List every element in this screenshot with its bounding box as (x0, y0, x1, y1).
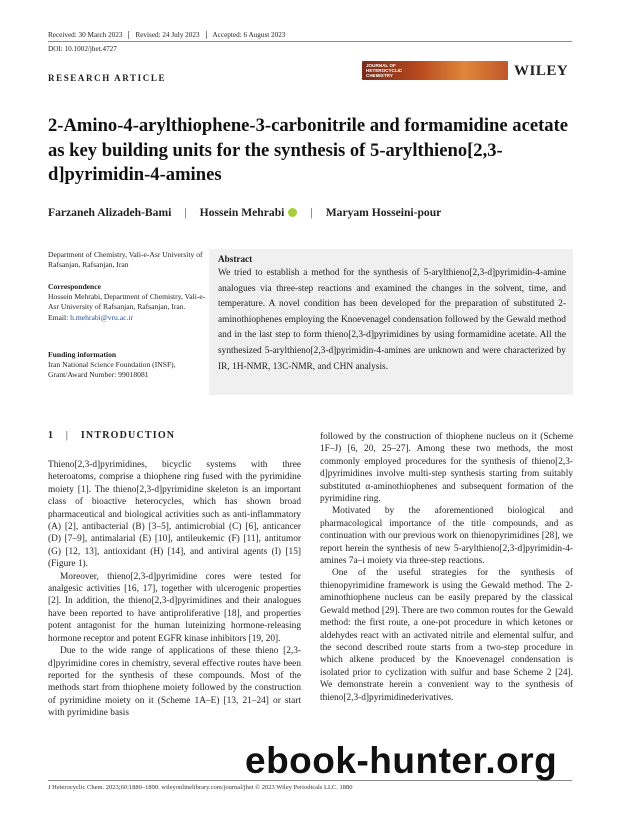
author-separator: | (310, 206, 313, 219)
section-heading (48, 430, 175, 441)
left-column (48, 459, 301, 720)
paragraph: followed by the construction of thiophene nucleus on it (Scheme 1F–J) [6, 20, 25–27]. Among these two methods, the most commonly employed procedures for the synthesis of thieno[2,3-d]pyrimidines involve multi-step synthesis starting from suitably substituted α-aminothiophenes and subsequent formation of the pyrimidine ring. (320, 432, 573, 505)
orcid-icon[interactable] (288, 208, 297, 217)
correspondence (48, 282, 208, 323)
doi[interactable]: DOI: 10.1002/jhet.4727 (48, 45, 117, 53)
email-link[interactable]: h.mehrabi@vru.ac.ir (70, 312, 134, 322)
paragraph: Motivated by the aforementioned biological and pharmacological importance of the title compounds, and as continuation with our previous work on thienopyrimidines [28], we report herein the synthesis of new 5-arylthieno[2,3-d]pyrimidin-4-amines 7a–i moiety via three-step reactions. (320, 506, 573, 567)
article-title: 2-Amino-4-arylthiophene-3-carbonitrile and formamidine acetate as key building units for the synthesis of 5-arylthieno[2,3-d]pyrimidin-4-amines (48, 115, 569, 185)
email-label: Email: (48, 312, 69, 322)
paragraph: One of the useful strategies for the synthesis of thienopyrimidine framework is using the Gewald method. The 2-aminothiophene nucleus can be easily prepared by the classical Gewald method [29]. There are two common routes for the Gewald method: the first route, a one-pot procedure in which ketones or aldehydes react with an activated nitrile and elemental sulfur, and the second described route starts from a two-step procedure in which alkene produced by the Knoevenagel condensation is isolated prior to cyclization with sulfur and base Scheme 2 [24]. We demonstrate herein a convenient way to the synthesis of thieno[2,3-d]pyrimidinederivatives. (320, 568, 573, 703)
affiliation: Department of Chemistry, Vali-e-Asr University of Rafsanjan, Rafsanjan, Iran (48, 250, 203, 270)
author-list (48, 206, 441, 219)
section-title: INTRODUCTION (80, 430, 176, 441)
funding-heading: Funding information (48, 350, 117, 359)
section-number: 1 (48, 430, 55, 441)
paragraph: Thieno[2,3-d]pyrimidines, bicyclic systems with three heteroatoms, comprise a thiophene ring fused with the pyrimidine moiety [1]. The thieno[2,3-d]pyrimidine skeleton is an important class of bioactive heterocycles, which has shown broad pharmaceutical and biological activities such as anti-inflammatory (A) [2], antibacterial (B) [3–5], antimicrobial (C) [6], anticancer (D) [7–9], antimalarial (E) [10], antileukemic (F) [11], antitumor (G) [12, 13], antioxidant (H) [14], and antiviral agents (I) [15] (Figure 1). (48, 460, 301, 570)
accepted-date: Accepted: 6 August 2023 (206, 31, 292, 39)
author-3[interactable]: Maryam Hosseini-pour (325, 206, 442, 219)
right-column (320, 431, 573, 704)
funding-text: Iran National Science Foundation (INSF), Grant/Award Number: 99018081 (48, 360, 176, 380)
journal-logo-text: JOURNAL OF HETEROCYCLIC CHEMISTRY (366, 63, 403, 78)
received-date: Received: 30 March 2023 (48, 31, 123, 39)
watermark: ebook-hunter.org (245, 740, 558, 781)
abstract-text: We tried to establish a method for the synthesis of 5-arylthieno[2,3-d]pyrimidin-4-amine analogues via three-step reactions and examined the changes in the solvent, time, and temperature. A novel condition has been developed for the preparation of substituted 2-aminothiophenes employing the Knoevenagel condensation followed by the Gewald method and in the last step to form thieno[2,3-d]pyrimidines by using formamidine acetate. All the synthesized 5-arylthieno[2,3-d]pyrimidin-4-amines are unknown and were characterized by IR, 1H-NMR, 13C-NMR, and CHN analysis. (218, 268, 566, 372)
article-type: RESEARCH ARTICLE (48, 73, 167, 83)
paragraph: Due to the wide range of applications of these thieno [2,3-d]pyrimidine cores in chemistry, several effective routes have been reported for the synthesis of these compounds. Most of the methods start from thiophene moiety followed by the construction of pyrimidine moiety on it (Scheme 1A–E) [13, 21–24] or start with pyrimidine basis (48, 646, 301, 719)
author-2[interactable]: Hossein Mehrabi (199, 206, 285, 219)
abstract-heading: Abstract (218, 254, 253, 264)
revised-date: Revised: 24 July 2023 (128, 31, 205, 39)
publisher-logo[interactable]: WILEY (514, 63, 569, 79)
author-1[interactable]: Farzaneh Alizadeh-Bami (48, 206, 172, 219)
correspondence-heading: Correspondence (48, 282, 102, 291)
header-rule (48, 41, 572, 42)
correspondence-text: Hossein Mehrabi, Department of Chemistry, Vali-e-Asr University of Rafsanjan, Rafsanjan, Iran. (48, 292, 206, 312)
dates-line (48, 31, 291, 39)
footer: J Heterocyclic Chem. 2023;60:1880–1890. wileyonlinelibrary.com/journal/jhet © 2023 Wiley Periodicals LLC. 1880 (48, 784, 353, 791)
paragraph: Moreover, thieno[2,3-d]pyrimidine cores were tested for analgesic activities [16, 17], together with ulcerogenic properties [2]. In addition, the thieno[2,3-d]pyrimidines and their analogues have been reported to have antiproliferative [18], and properties potent antagonist for the human luteinizing hormone-releasing hormone receptor and potent EGFR kinase inhibitors [19, 20]. (48, 571, 301, 644)
funding (48, 350, 208, 381)
section-separator: | (65, 430, 70, 441)
author-separator: | (184, 206, 187, 219)
